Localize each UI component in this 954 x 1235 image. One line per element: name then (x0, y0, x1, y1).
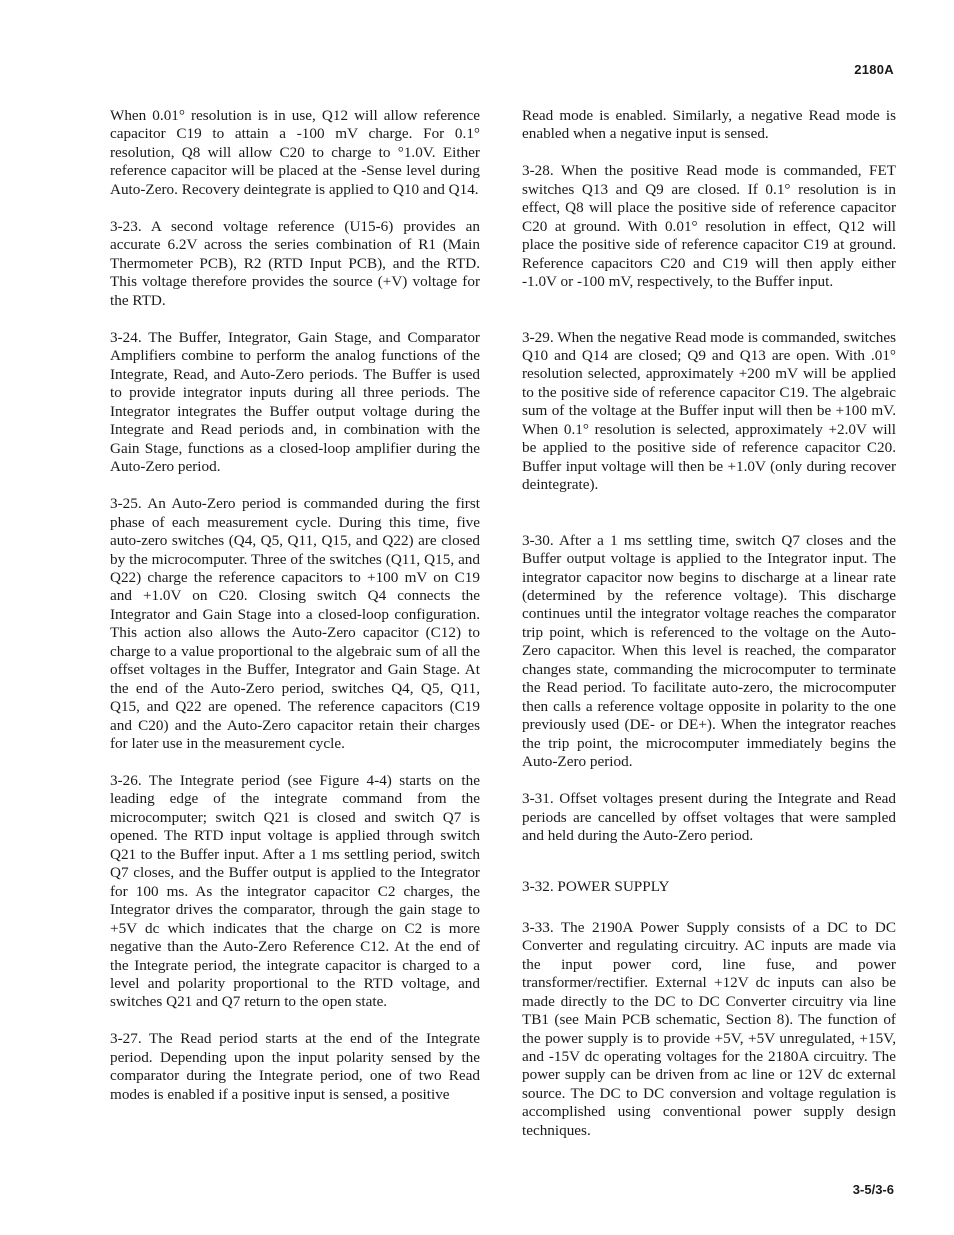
paragraph: When 0.01° resolution is in use, Q12 will allow reference capacitor C19 to attain a -100 mV charge. For 0.1° resolution, Q8 will allow C20 to charge to °1.0V. Either reference capacitor will be placed at the -Sense level during Auto-Zero. Recovery deintegrate is applied to Q10 and Q14. (110, 107, 480, 198)
paragraph-3-24: 3-24. The Buffer, Integrator, Gain Stage, and Comparator Amplifiers combine to perform the analog functions of the Integrate, Read, and Auto-Zero periods. The Buffer is used to provide integrator inputs during all three periods. The Integrator integrates the Buffer output voltage during the Integrate and Read periods and, in combination with the Gain Stage, functions as a closed-loop amplifier during the Auto-Zero period. (110, 329, 480, 476)
paragraph-3-26: 3-26. The Integrate period (see Figure 4-4) starts on the leading edge of the integrate command from the microcomputer; switch Q21 is closed and switch Q7 is opened. The RTD input voltage is applied through switch Q21 to the Buffer input. After a 1 ms settling period, switch Q7 closes, and the Buffer output is applied to the Integrator for 100 ms. As the integrator capacitor C2 charges, the Integrator drives the comparator, through the gain stage to +5V dc which indicates that the charge on C2 is more negative than the Auto-Zero Reference C12. At the end of the Integrate period, the integrate capacitor is charged to a level and polarity proportional to the RTD voltage, and switches Q21 and Q7 return to the open state. (110, 772, 480, 1011)
paragraph-3-27: 3-27. The Read period starts at the end of the Integrate period. Depending upon the input polarity sensed by the comparator during the Integrate period, one of two Read modes is enabled if a positive input is sensed, a positive (110, 1030, 480, 1103)
page-footer-number: 3-5/3-6 (852, 1182, 894, 1197)
paragraph: Read mode is enabled. Similarly, a negative Read mode is enabled when a negative input is sensed. (522, 107, 896, 143)
section-heading-power-supply: 3-32. POWER SUPPLY (522, 878, 670, 896)
paragraph-3-23: 3-23. A second voltage reference (U15-6) provides an accurate 6.2V across the series combination of R1 (Main Thermometer PCB), R2 (RTD Input PCB), and the RTD. This voltage therefore provides the source (+V) voltage for the RTD. (110, 217, 480, 309)
paragraph-3-28: 3-28. When the positive Read mode is commanded, FET switches Q13 and Q9 are closed. If 0.1° resolution is in effect, Q8 will place the positive side of reference capacitor C20 at ground. With 0.01° resolution in effect, Q12 will place the positive side of reference capacitor C19 at ground. Reference capacitors C20 and C19 will then apply either -1.0V or -100 mV, respectively, to the Buffer input. (522, 162, 896, 291)
page-header-model: 2180A (854, 62, 894, 77)
paragraph-3-33: 3-33. The 2190A Power Supply consists of a DC to DC Converter and regulating circuitry. AC inputs are made via the input power cord, line fuse, and power transformer/rectifier. External +12V dc inputs can also be made directly to the DC to DC Converter circuitry via line TB1 (see Main PCB schematic, Section 8). The function of the power supply is to provide +5V, +5V unregulated, +15V, and -15V dc operating voltages for the 2180A circuitry. The power supply can be driven from ac line or 12V dc external source. The DC to DC conversion and voltage regulation is accomplished using conventional power supply design techniques. (522, 918, 896, 1139)
paragraph-3-25: 3-25. An Auto-Zero period is commanded during the first phase of each measurement cycle. During this time, five auto-zero switches (Q4, Q5, Q11, Q15, and Q22) are closed by the microcomputer. Three of the switches (Q11, Q15, and Q22) charge the reference capacitors to +100 mV on C19 and +1.0V on C20. Closing switch Q4 connects the Integrator and Gain Stage into a closed-loop configuration. This action also allows the Auto-Zero capacitor (C12) to charge to a value proportional to the algebraic sum of all the offset voltages in the Buffer, Integrator and Gain Stage. At the end of the Auto-Zero period, switches Q4, Q5, Q11, Q15, and Q22 are opened. The reference capacitors (C19 and C20) and the Auto-Zero capacitor retain their charges for later use in the measurement cycle. (110, 495, 480, 753)
paragraph-3-29: 3-29. When the negative Read mode is commanded, switches Q10 and Q14 are closed; Q9 and Q13 are open. With .01° resolution selected, approximately +200 mV will be applied to the positive side of reference capacitor C19. The algebraic sum of the voltage at the Buffer input will then be +100 mV. When 0.1° resolution is selected, approximately +2.0V will be applied to the positive side of reference capacitor C20. Buffer input voltage will then be +1.0V (only during recover deintegrate). (522, 328, 896, 494)
paragraph-3-30: 3-30. After a 1 ms settling time, switch Q7 closes and the Buffer output voltage is applied to the Integrator input. The integrator capacitor now begins to discharge at a linear rate (determined by the reference voltage). This discharge continues until the integrator voltage reaches the comparator trip point, which is referenced to the voltage on the Auto-Zero capacitor. When this level is reached, the comparator changes state, commanding the microcomputer to terminate the Read period. To facilitate auto-zero, the microcomputer then calls a reference voltage opposite in polarity to the one previously used (DE- or DE+). When the integrator reaches the trip point, the microcomputer immediately begins the Auto-Zero period. (522, 531, 896, 771)
right-column (522, 107, 896, 1159)
paragraph-3-31: 3-31. Offset voltages present during the Integrate and Read periods are cancelled by offset voltages that were sampled and held during the Auto-Zero period. (522, 790, 896, 844)
left-column (110, 107, 480, 1123)
